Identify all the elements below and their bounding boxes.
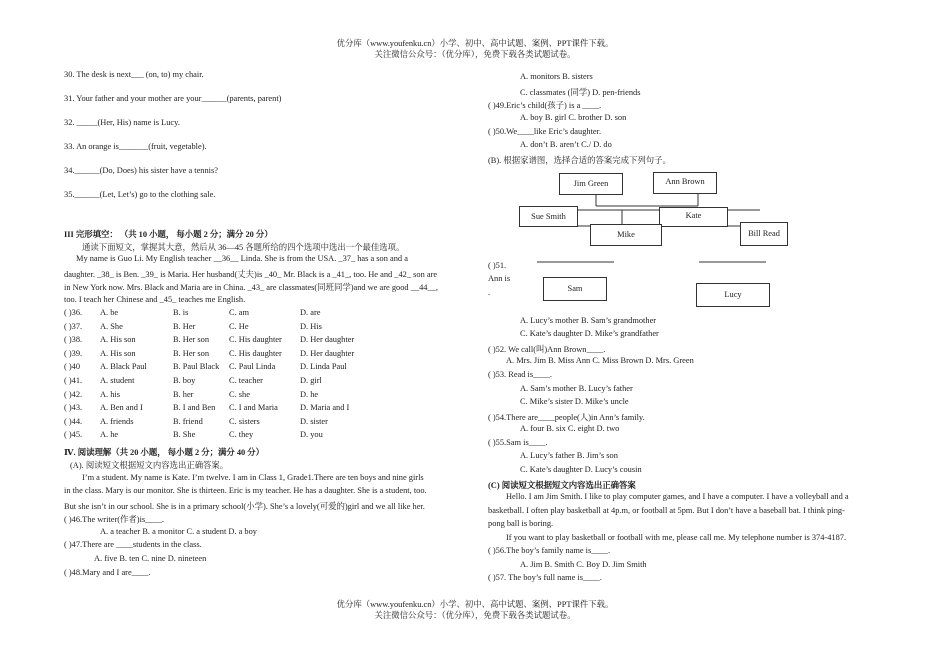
passage-c-line-1: Hello. I am Jim Smith. I like to play computer games, and I have a computer. I have a volleyball and a	[506, 492, 849, 501]
cloze-option-d: D. sister	[300, 416, 328, 426]
question-53-options-2: C. Mike’s sister D. Mike’s uncle	[520, 397, 629, 406]
question-52: ( )52. We call(叫)Ann Brown____.	[488, 345, 606, 354]
cloze-option-number: ( )42.	[64, 389, 83, 399]
footer-line-2: 关注微信公众号：（优分库），免费下载各类试题试卷。	[374, 611, 576, 620]
cloze-option-d: D. His	[300, 321, 322, 331]
cloze-option-number: ( )38.	[64, 335, 83, 345]
cloze-option-d: D. Maria and I	[300, 403, 350, 413]
cloze-option-a: A. Ben and I	[100, 403, 143, 413]
cloze-option-b: B. She	[173, 430, 196, 440]
section-b-title: (B). 根据家谱图，选择合适的答案完成下列句子。	[488, 156, 671, 165]
question-47-options: A. five B. ten C. nine D. nineteen	[94, 554, 207, 563]
tree-node-kate: Kate	[659, 207, 728, 227]
cloze-line-1: My name is Guo Li. My English teacher __36__ Linda. She is from the USA. _37_ has a son and a	[76, 254, 408, 263]
cloze-option-d: D. are	[300, 308, 321, 317]
cloze-option-b: B. Her son	[173, 335, 210, 345]
cloze-option-a: A. he	[100, 430, 119, 440]
cloze-option-c: C. Paul Linda	[229, 362, 276, 372]
tree-node-jim-green: Jim Green	[559, 173, 623, 195]
cloze-option-c: C. sisters	[229, 416, 260, 426]
cloze-line-4: too. I teach her Chinese and _45_ teaches me English.	[64, 295, 246, 304]
passage-c-line-4: If you want to play basketball or football with me, please call me. My telephone number is 374-4187.	[506, 533, 847, 542]
cloze-option-number: ( )45.	[64, 430, 83, 440]
cloze-option-c: C. teacher	[229, 376, 263, 385]
cloze-option-b: B. boy	[173, 376, 196, 385]
question-48: ( )48.Mary and I are____.	[64, 568, 151, 577]
question-53-options-1: A. Sam’s mother B. Lucy’s father	[520, 384, 633, 393]
question-46-options: A. a teacher B. a monitor C. a student D. a boy	[100, 527, 257, 536]
cloze-option-b: B. I and Ben	[173, 403, 216, 413]
cloze-option-c: C. His daughter	[229, 348, 282, 358]
question-32: 32. _____(Her, His) name is Lucy.	[64, 118, 180, 127]
cloze-option-number: ( )37.	[64, 321, 83, 331]
question-49-options: A. boy B. girl C. brother D. son	[520, 113, 627, 122]
cloze-option-c: C. I and Maria	[229, 403, 278, 413]
cloze-line-2: daughter. _38_ is Ben. _39_ is Maria. Her husband(丈夫)is _40_ Mr. Black is a _41_, too. He and _42_ son are	[64, 270, 438, 279]
cloze-option-number: ( )44.	[64, 416, 83, 426]
cloze-option-a: A. His son	[100, 348, 136, 358]
tree-node-lucy: Lucy	[696, 283, 770, 307]
cloze-option-c: C. His daughter	[229, 335, 282, 345]
question-51-options-2: C. Kate’s daughter D. Mike’s grandfather	[520, 329, 659, 338]
cloze-option-b: B. is	[173, 308, 189, 317]
cloze-option-b: B. Paul Black	[173, 362, 220, 372]
question-49: ( )49.Eric’s child(孩子) is a ____.	[488, 101, 602, 110]
question-34: 34.______(Do, Does) his sister have a tennis?	[64, 166, 218, 175]
cloze-option-number: ( )36.	[64, 308, 83, 317]
cloze-line-3: in New York now. Mrs. Black and Maria are in China. _43_ are classmates(同班同学)and we are good __44__,	[64, 283, 438, 292]
section-4-title: Ⅳ. 阅读理解（共 20 小题， 每小题 2 分；满分 40 分）	[64, 448, 265, 457]
section-a-title: (A). 阅读短文根据短文内容选出正确答案。	[70, 461, 229, 470]
question-57: ( )57. The boy’s full name is____.	[488, 573, 602, 582]
cloze-option-d: D. girl	[300, 376, 322, 385]
passage-a-line-1: I’m a student. My name is Kate. I’m twelve. I am in Class 1, Grade1.There are ten boys and nine girls	[82, 473, 424, 482]
passage-c-line-2: basketball. I often play basketball at 4p.m, or football at 5pm. But I don’t have a baseball bat. I think ping-	[488, 506, 845, 515]
question-50: ( )50.We____like Eric’s daughter.	[488, 127, 602, 136]
cloze-option-d: D. Her daughter	[300, 335, 355, 345]
cloze-option-number: ( )39.	[64, 348, 83, 358]
question-50-options: A. don’t B. aren’t C./ D. do	[520, 140, 612, 149]
cloze-option-a: A. student	[100, 376, 135, 385]
question-47: ( )47.There are ____students in the class.	[64, 540, 202, 549]
question-55: ( )55.Sam is____.	[488, 438, 548, 447]
question-56: ( )56.The boy’s family name is____.	[488, 546, 611, 555]
cloze-option-a: A. be	[100, 308, 119, 317]
passage-c-line-3: pong ball is boring.	[488, 519, 554, 528]
question-53: ( )53. Read is____.	[488, 370, 552, 379]
tree-node-mike: Mike	[590, 224, 662, 246]
cloze-option-b: B. her	[173, 389, 194, 399]
cloze-option-b: B. Her	[173, 321, 196, 331]
cloze-option-d: D. Linda Paul	[300, 362, 347, 372]
question-54-options: A. four B. six C. eight D. two	[520, 424, 620, 433]
question-51-ann: Ann is	[488, 274, 511, 283]
cloze-option-a: A. Black Paul	[100, 362, 147, 372]
question-51-options-1: A. Lucy’s mother B. Sam’s grandmother	[520, 316, 657, 325]
tree-node-bill-read: Bill Read	[740, 222, 788, 246]
cloze-option-c: C. He	[229, 321, 249, 331]
page-footer	[0, 599, 950, 621]
cloze-option-c: C. am	[229, 308, 250, 317]
tree-node-ann-brown: Ann Brown	[653, 172, 717, 194]
cloze-option-a: A. friends	[100, 416, 134, 426]
cloze-option-c: C. they	[229, 430, 254, 440]
question-48-options-1: A. monitors B. sisters	[520, 72, 593, 81]
cloze-option-a: A. his	[100, 389, 121, 399]
question-52-options: A. Mrs. Jim B. Miss Ann C. Miss Brown D. Mrs. Green	[506, 356, 694, 365]
cloze-option-number: ( )40	[64, 362, 81, 372]
passage-a-line-2: in the class. Mary is our monitor. She is thirteen. Eric is my teacher. He has a daughter. She is a student, too.	[64, 486, 427, 495]
header-line-1: 优分库（www.youfenku.cn）小学、初中、高中试题、案例、PPT课件下载。	[336, 39, 614, 48]
tree-node-sue-smith: Sue Smith	[519, 206, 578, 227]
cloze-option-d: D. you	[300, 430, 323, 440]
cloze-option-d: D. he	[300, 389, 319, 399]
cloze-option-b: B. Her son	[173, 348, 210, 358]
cloze-option-number: ( )43.	[64, 403, 83, 413]
question-54: ( )54.There are____people(人)in Ann’s family.	[488, 413, 645, 422]
section-c-title: (C) 阅读短文根据短文内容选出正确答案	[488, 481, 636, 490]
question-30: 30. The desk is next___ (on, to) my chair.	[64, 70, 204, 79]
footer-line-1: 优分库（www.youfenku.cn）小学、初中、高中试题、案例、PPT课件下载。	[336, 600, 614, 609]
question-56-options: A. Jim B. Smith C. Boy D. Jim Smith	[520, 560, 647, 569]
question-31: 31. Your father and your mother are your______(parents, parent)	[64, 94, 282, 103]
section-3-instruction: 通读下面短文，掌握其大意，然后从 36—45 各题所给的四个选项中选出一个最佳选项。	[82, 243, 405, 252]
question-51: ( )51.	[488, 261, 507, 270]
question-33: 33. An orange is_______(fruit, vegetable).	[64, 142, 207, 151]
question-46: ( )46.The writer(作者)is____.	[64, 515, 165, 524]
cloze-option-a: A. His son	[100, 335, 136, 345]
cloze-option-b: B. friend	[173, 416, 203, 426]
cloze-option-c: C. she	[229, 389, 250, 399]
passage-a-line-3: But she isn’t in our school. She is in a primary school(小学). She’s a lovely(可爱的)girl and we all like her.	[64, 502, 425, 511]
cloze-option-d: D. Her daughter	[300, 348, 355, 358]
tree-node-sam: Sam	[543, 277, 607, 301]
section-3-title: III 完形填空： （共 10 小题， 每小题 2 分；满分 20 分）	[64, 230, 273, 239]
question-48-options-2: C. classmates (同学) D. pen-friends	[520, 88, 641, 97]
question-55-options-1: A. Lucy’s father B. Jim’s son	[520, 451, 618, 460]
question-35: 35.______(Let, Let’s) go to the clothing sale.	[64, 190, 216, 199]
cloze-option-a: A. She	[100, 321, 123, 331]
question-55-options-2: C. Kate’s daughter D. Lucy’s cousin	[520, 465, 642, 474]
cloze-option-number: ( )41.	[64, 376, 83, 385]
header-line-2: 关注微信公众号：（优分库），免费下载各类试题试卷。	[374, 50, 576, 59]
question-51-end: .	[488, 288, 491, 297]
